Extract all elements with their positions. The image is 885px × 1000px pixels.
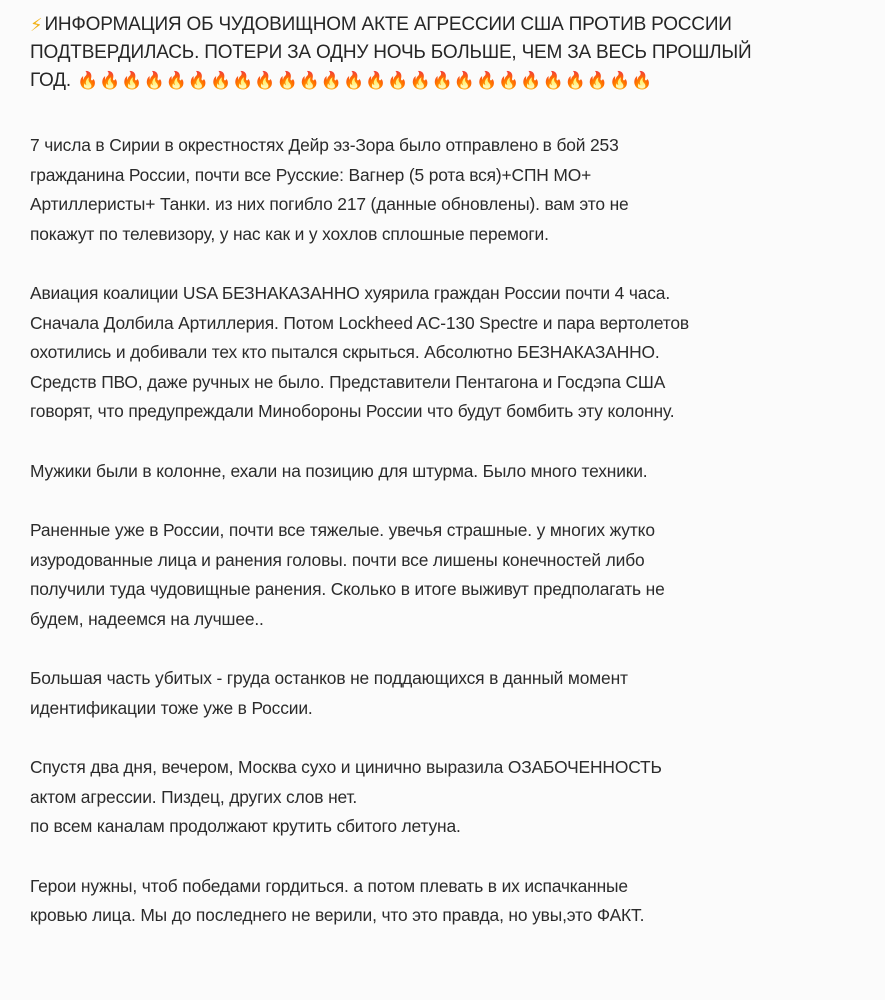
paragraph-6: Спустя два дня, вечером, Москва сухо и цинично выразила ОЗАБОЧЕННОСТЬ актом агрессии. Пиздец, других слов нет. по всем каналам продолжают крутить сбитого летуна. — [30, 757, 662, 836]
headline-line-2: ПОДТВЕРДИЛАСЬ. ПОТЕРИ ЗА ОДНУ НОЧЬ БОЛЬШЕ, ЧЕМ ЗА ВЕСЬ ПРОШЛЫЙ — [30, 42, 752, 63]
paragraph-5: Большая часть убитых - груда останков не поддающихся в данный момент идентификации тоже уже в России. — [30, 668, 628, 718]
paragraph-1: 7 числа в Сирии в окрестностях Дейр эз-Зора было отправлено в бой 253 гражданина России, почти все Русские: Вагнер (5 рота вся)+СПН МО+ Артиллеристы+ Танки. из них погибло 217 (данные обновлены). вам это не покажут по телевизору, у нас как и у хохлов сплошные перемоги. — [30, 135, 629, 244]
lightning-icon: ⚡ — [30, 15, 43, 35]
fire-icon-row: 🔥🔥🔥🔥🔥🔥🔥🔥🔥🔥🔥🔥🔥🔥🔥🔥🔥🔥🔥🔥🔥🔥🔥🔥🔥🔥 — [76, 71, 654, 90]
paragraph-4: Раненные уже в России, почти все тяжелые. увечья страшные. у многих жутко изуродованные лица и ранения головы. почти все лишены конечностей либо получили туда чудовищные ранения. Сколько в итоге выживут предполагать не будем, надеемся на лучшее.. — [30, 520, 665, 629]
paragraph-2: Авиация коалиции USA БЕЗНАКАЗАННО хуярила граждан России почти 4 часа. Сначала Долбила Артиллерия. Потом Lockheed AC-130 Spectre и пара вертолетов охотились и добивали тех кто пытался скрыться. Абсолютно БЕЗНАКАЗАННО. Средств ПВО, даже ручных не было. Представители Пентагона и Госдэпа США говорят, что предупреждали Минобороны России что будут бомбить эту колонну. — [30, 283, 689, 421]
headline — [30, 10, 863, 95]
headline-line-1: ИНФОРМАЦИЯ ОБ ЧУДОВИЩНОМ АКТЕ АГРЕССИИ США ПРОТИВ РОССИИ — [44, 14, 732, 35]
paragraph-7: Герои нужны, чтоб победами гордиться. а потом плевать в их испачканные кровью лица. Мы до последнего не верили, что это правда, но увы,это ФАКТ. — [30, 875, 645, 925]
paragraph-3: Мужики были в колонне, ехали на позицию для штурма. Было много техники. — [30, 460, 648, 481]
headline-line-3: ГОД. — [30, 70, 71, 91]
